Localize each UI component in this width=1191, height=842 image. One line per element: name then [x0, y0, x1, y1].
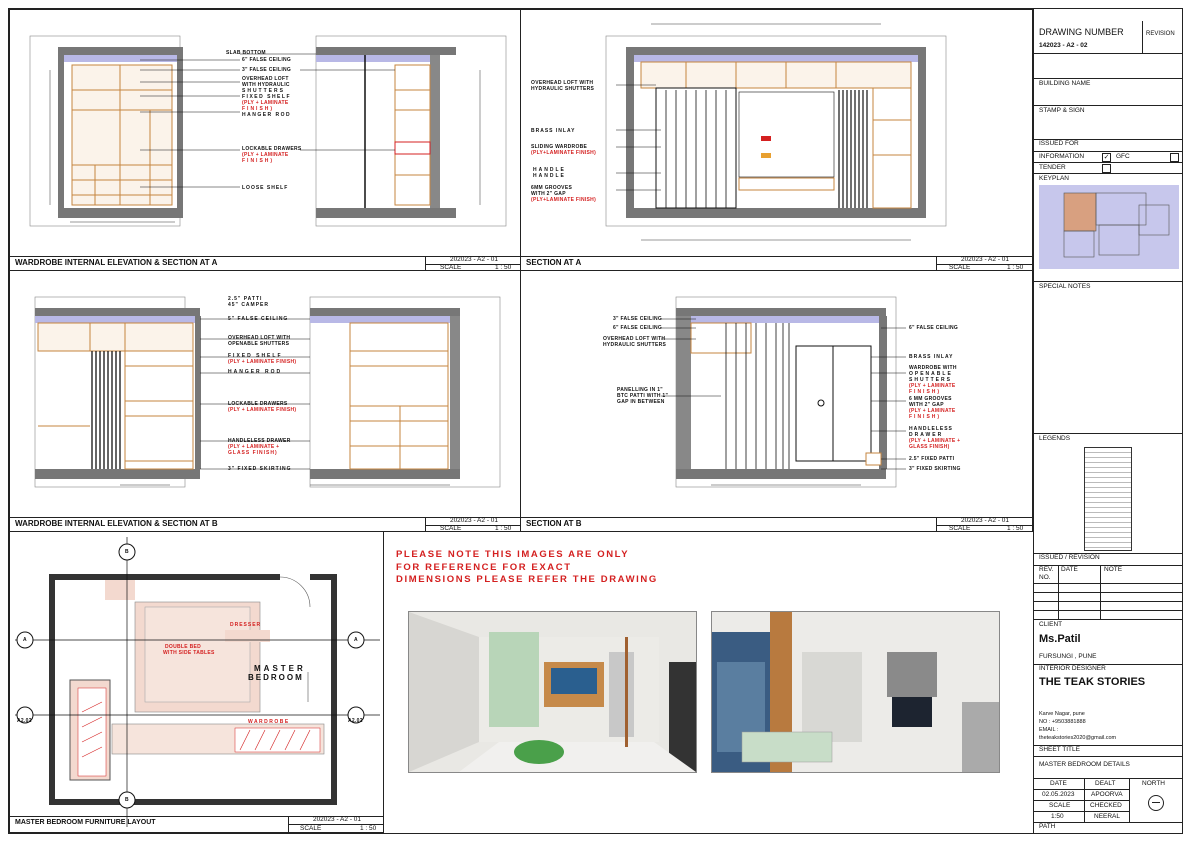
information-checkbox[interactable]: ✓ [1103, 154, 1110, 161]
tender-label: TENDER [1039, 164, 1066, 171]
panel-section-a [520, 9, 1033, 271]
panel-scale-label: SCALE [300, 825, 322, 832]
label-loose-shelf: LOOSE SHELF [242, 185, 289, 191]
label-3-false-ceiling: 3" FALSE CEILING [613, 316, 663, 322]
panel-title: SECTION AT A [526, 258, 582, 267]
checked-value: NEERAL [1094, 813, 1121, 820]
reference-note [396, 549, 658, 587]
north-arrow-icon [1148, 795, 1164, 811]
section-marker-a-left: A [23, 637, 27, 643]
label-grooves-finish: (PLY+LAMINATE FINISH) [531, 197, 597, 203]
stamp-label: STAMP & SIGN [1039, 107, 1085, 114]
designer-email: theteakstories2020@gmail.com [1039, 735, 1117, 741]
sheet-title-label: SHEET TITLE [1039, 746, 1080, 753]
plan-dresser-label: DRESSER [230, 622, 262, 628]
section-marker-b-top: B [125, 549, 129, 555]
panel-code: 202023 - A2 - 01 [960, 517, 1010, 524]
divider [1034, 789, 1129, 790]
dealt-value: APOORVA [1091, 791, 1123, 798]
render-scene-2 [712, 612, 999, 772]
label-overhead-loft-2: WITH HYDRAULIC [242, 82, 290, 88]
label-fixed-shelf-finish: (PLY + LAMINATE FINISH) [228, 359, 297, 365]
label-grooves-2: WITH 2" GAP [531, 191, 566, 197]
label-panelling-2: BTC PATTI WITH 1" [617, 393, 669, 399]
label-fixed-skirting: 3" FIXED SKIRTING [909, 466, 961, 472]
panel-section-b [520, 270, 1033, 532]
panel-code: 202023 - A2 - 01 [449, 256, 499, 263]
label-handleless-finish-2: GLASS FINISH) [909, 444, 950, 450]
drawing-section-a [521, 10, 1033, 271]
tender-checkbox[interactable] [1102, 164, 1111, 173]
rev-note-label: NOTE [1104, 566, 1123, 573]
revision-label: REVISION [1146, 31, 1175, 37]
label-45-camper: 45" CAMPER [228, 302, 269, 308]
checked-label: CHECKED [1090, 802, 1122, 809]
label-lockable-drawers-finish-2: FINISH) [242, 158, 275, 164]
drawing-number-label: DRAWING NUMBER [1039, 27, 1124, 37]
section-marker-a-right: A [354, 637, 358, 643]
label-handleless-finish: (PLY + LAMINATE + [909, 438, 961, 444]
panel-code: 202023 - A2 - 01 [449, 517, 499, 524]
label-handleless-drawer: HANDLELESS DRAWER [228, 438, 291, 444]
designer-address-1: Karve Nagar, pune [1039, 711, 1085, 717]
section-marker-b-bottom: B [125, 797, 129, 803]
panel-furniture-layout [9, 531, 384, 833]
drawing-number: 142023 - A2 - 02 [1039, 42, 1088, 49]
designer-label: INTERIOR DESIGNER [1039, 665, 1106, 672]
label-5-false-ceiling: 5" FALSE CEILING [228, 316, 289, 322]
row-path [1034, 822, 1182, 833]
label-grooves-finish-2: FINISH) [909, 414, 942, 420]
keyplan-image [1039, 185, 1179, 269]
date-label: DATE [1050, 780, 1067, 787]
gfc-checkbox[interactable] [1170, 153, 1179, 162]
panel-scale: 1 : 50 [360, 825, 377, 832]
label-lockable-drawers: LOCKABLE DRAWERS [242, 146, 302, 152]
row-revision-3 [1034, 601, 1182, 610]
panel-scale: 1 : 50 [1007, 264, 1024, 271]
drawing-floor-plan [10, 532, 384, 833]
panel-title: SECTION AT B [526, 519, 582, 528]
label-sliding-wardrobe: SLIDING WARDROBE [531, 144, 588, 150]
label-handle: HANDLE [533, 167, 566, 173]
label-wardrobe-finish-2: FINISH) [909, 389, 942, 395]
label-fixed-skirting: 3" FIXED SKIRTING [228, 466, 292, 472]
render-scene-1 [409, 612, 696, 772]
label-panelling-3: GAP IN BETWEEN [617, 399, 665, 405]
legend-table [1084, 447, 1132, 551]
north-label: NORTH [1142, 780, 1165, 787]
label-fixed-shelf: FIXED SHELF [228, 353, 283, 359]
label-brass-inlay: BRASS INLAY [531, 128, 576, 134]
label-overhead-loft-2: HYDRAULIC SHUTTERS [531, 86, 595, 92]
label-handle-2: HANDLE [533, 173, 566, 179]
label-fixed-shelf: FIXED SHELF [242, 94, 292, 100]
label-overhead-loft-2: OPENABLE SHUTTERS [228, 341, 290, 347]
row-revision-2 [1034, 592, 1182, 601]
note-line-1: PLEASE NOTE THIS IMAGES ARE ONLY [396, 549, 630, 560]
label-sliding-wardrobe-finish: (PLY+LAMINATE FINISH) [531, 150, 597, 156]
row-issued-for [1034, 105, 1182, 139]
keyplan-label: KEYPLAN [1039, 175, 1069, 182]
label-grooves: 6 MM GROOVES [909, 396, 952, 402]
panel-title: WARDROBE INTERNAL ELEVATION & SECTION AT B [15, 519, 218, 528]
section-marker-a2-right: A2.02 [348, 718, 363, 724]
panel-wardrobe-elevation-b [9, 270, 521, 532]
label-brass-inlay: BRASS INLAY [909, 354, 954, 360]
designer-address-3: EMAIL : [1039, 727, 1059, 733]
dealt-label: DEALT [1095, 780, 1116, 787]
panel-title: WARDROBE INTERNAL ELEVATION & SECTION AT A [15, 258, 218, 267]
divider [1129, 778, 1130, 822]
label-6-false-ceiling: 6" FALSE CEILING [613, 325, 663, 331]
client-location: FURSUNGI , PUNE [1039, 653, 1097, 660]
issued-for-label: ISSUED FOR [1039, 140, 1079, 147]
plan-room-name-2: BEDROOM [248, 673, 304, 682]
client-name: Ms.Patil [1039, 633, 1081, 645]
plan-room-name: MASTER [254, 664, 306, 673]
label-hanger-rod: HANGER ROD [228, 369, 283, 375]
panel-wardrobe-elevation-a [9, 9, 521, 271]
row-stamp [1034, 78, 1182, 105]
divider [1034, 800, 1129, 801]
special-notes-label: SPECIAL NOTES [1039, 283, 1091, 290]
label-wardrobe-openable: WARDROBE WITH [909, 365, 957, 371]
panel-scale-label: SCALE [440, 525, 462, 532]
building-name-label: BUILDING NAME [1039, 80, 1091, 87]
label-3-false-ceiling: 3" FALSE CEILING [242, 67, 292, 73]
row-revision-4 [1034, 610, 1182, 619]
plan-bed-label: DOUBLE BED [165, 644, 202, 650]
plan-bed-label-2: WITH SIDE TABLES [163, 650, 215, 656]
label-hanger-rod: HANGER ROD [242, 112, 292, 118]
label-fixed-shelf-finish: (PLY + LAMINATE [242, 100, 289, 106]
label-slab-bottom: SLAB BOTTOM [226, 50, 266, 56]
label-overhead-loft: OVERHEAD LOFT WITH [603, 336, 666, 342]
note-line-2: FOR REFERENCE FOR EXACT [396, 561, 572, 573]
label-panelling: PANELLING IN 1" [617, 387, 663, 393]
designer-name: THE TEAK STORIES [1039, 676, 1146, 688]
panel-scale: 1 : 50 [1007, 525, 1024, 532]
panel-code: 202023 - A2 - 01 [960, 256, 1010, 263]
label-wardrobe-openable-3: SHUTTERS [909, 377, 952, 383]
label-lockable-drawers: LOCKABLE DRAWERS [228, 401, 288, 407]
keyplan-drawing [1039, 185, 1179, 269]
panel-scale: 1 : 50 [495, 264, 512, 271]
label-fixed-patti: 2.5" FIXED PATTI [909, 456, 955, 462]
issued-revision-label: ISSUED / REVISION [1039, 554, 1100, 561]
panel-scale: 1 : 50 [495, 525, 512, 532]
label-lockable-drawers-finish: (PLY + LAMINATE FINISH) [228, 407, 297, 413]
label-overhead-loft-2: HYDRAULIC SHUTTERS [603, 342, 667, 348]
rev-no-label: REV. [1039, 566, 1054, 573]
title-block [1033, 9, 1181, 833]
gfc-label: GFC [1116, 153, 1130, 160]
label-fixed-shelf-finish-2: FINISH) [242, 106, 275, 112]
label-handleless: HANDLELESS [909, 426, 953, 432]
panel-scale-label: SCALE [949, 264, 971, 271]
render-image-1 [408, 611, 697, 773]
row-revision-1 [1034, 583, 1182, 592]
label-overhead-loft: OVERHEAD LOFT WITH [228, 335, 291, 341]
label-6-false-ceiling-right: 6" FALSE CEILING [909, 325, 959, 331]
label-overhead-loft-3: SHUTTERS [242, 88, 285, 94]
client-label: CLIENT [1039, 621, 1063, 628]
label-lockable-drawers-finish: (PLY + LAMINATE [242, 152, 289, 158]
label-overhead-loft: OVERHEAD LOFT WITH [531, 80, 594, 86]
designer-address-2: NO : +9503881888 [1039, 719, 1086, 725]
panel-scale-label: SCALE [440, 264, 462, 271]
label-grooves-finish: (PLY + LAMINATE [909, 408, 956, 414]
scale-label: SCALE [1049, 802, 1071, 809]
drawing-section-b [521, 271, 1033, 532]
date-value: 02.05.2023 [1042, 791, 1075, 798]
label-grooves-2: WITH 2" GAP [909, 402, 944, 408]
label-6-false-ceiling: 6" FALSE CEILING [242, 57, 292, 63]
label-handleless-2: DRAWER [909, 432, 944, 438]
note-line-3: DIMENSIONS PLEASE REFER THE DRAWING [396, 574, 658, 585]
legends-label: LEGENDS [1039, 435, 1071, 442]
sheet-title: MASTER BEDROOM DETAILS [1039, 761, 1130, 768]
label-wardrobe-openable-2: OPENABLE [909, 371, 953, 377]
row-special-notes [1034, 281, 1182, 436]
divider [1034, 811, 1129, 812]
plan-wardrobe-label: WARDROBE [248, 719, 290, 725]
rev-date-label: DATE [1061, 566, 1078, 573]
label-grooves: 6MM GROOVES [531, 185, 573, 191]
label-2-5-patti: 2.5" PATTI [228, 296, 263, 302]
scale-value: 1:50 [1051, 813, 1064, 820]
render-image-2 [711, 611, 1000, 773]
label-handleless-drawer-finish: (PLY + LAMINATE + [228, 444, 280, 450]
panel-code: 202023 - A2 - 01 [312, 816, 362, 823]
information-label: INFORMATION [1039, 153, 1085, 160]
panel-title: MASTER BEDROOM FURNITURE LAYOUT [15, 819, 156, 826]
label-handleless-drawer-finish-2: GLASS FINISH) [228, 450, 278, 456]
path-label: PATH [1039, 823, 1056, 830]
label-overhead-loft: OVERHEAD LOFT [242, 76, 289, 82]
rev-no-label-2: NO. [1039, 574, 1051, 581]
label-wardrobe-finish: (PLY + LAMINATE [909, 383, 956, 389]
divider [1142, 21, 1143, 53]
panel-scale-label: SCALE [949, 525, 971, 532]
section-marker-a2-left: A2.02 [17, 718, 32, 724]
